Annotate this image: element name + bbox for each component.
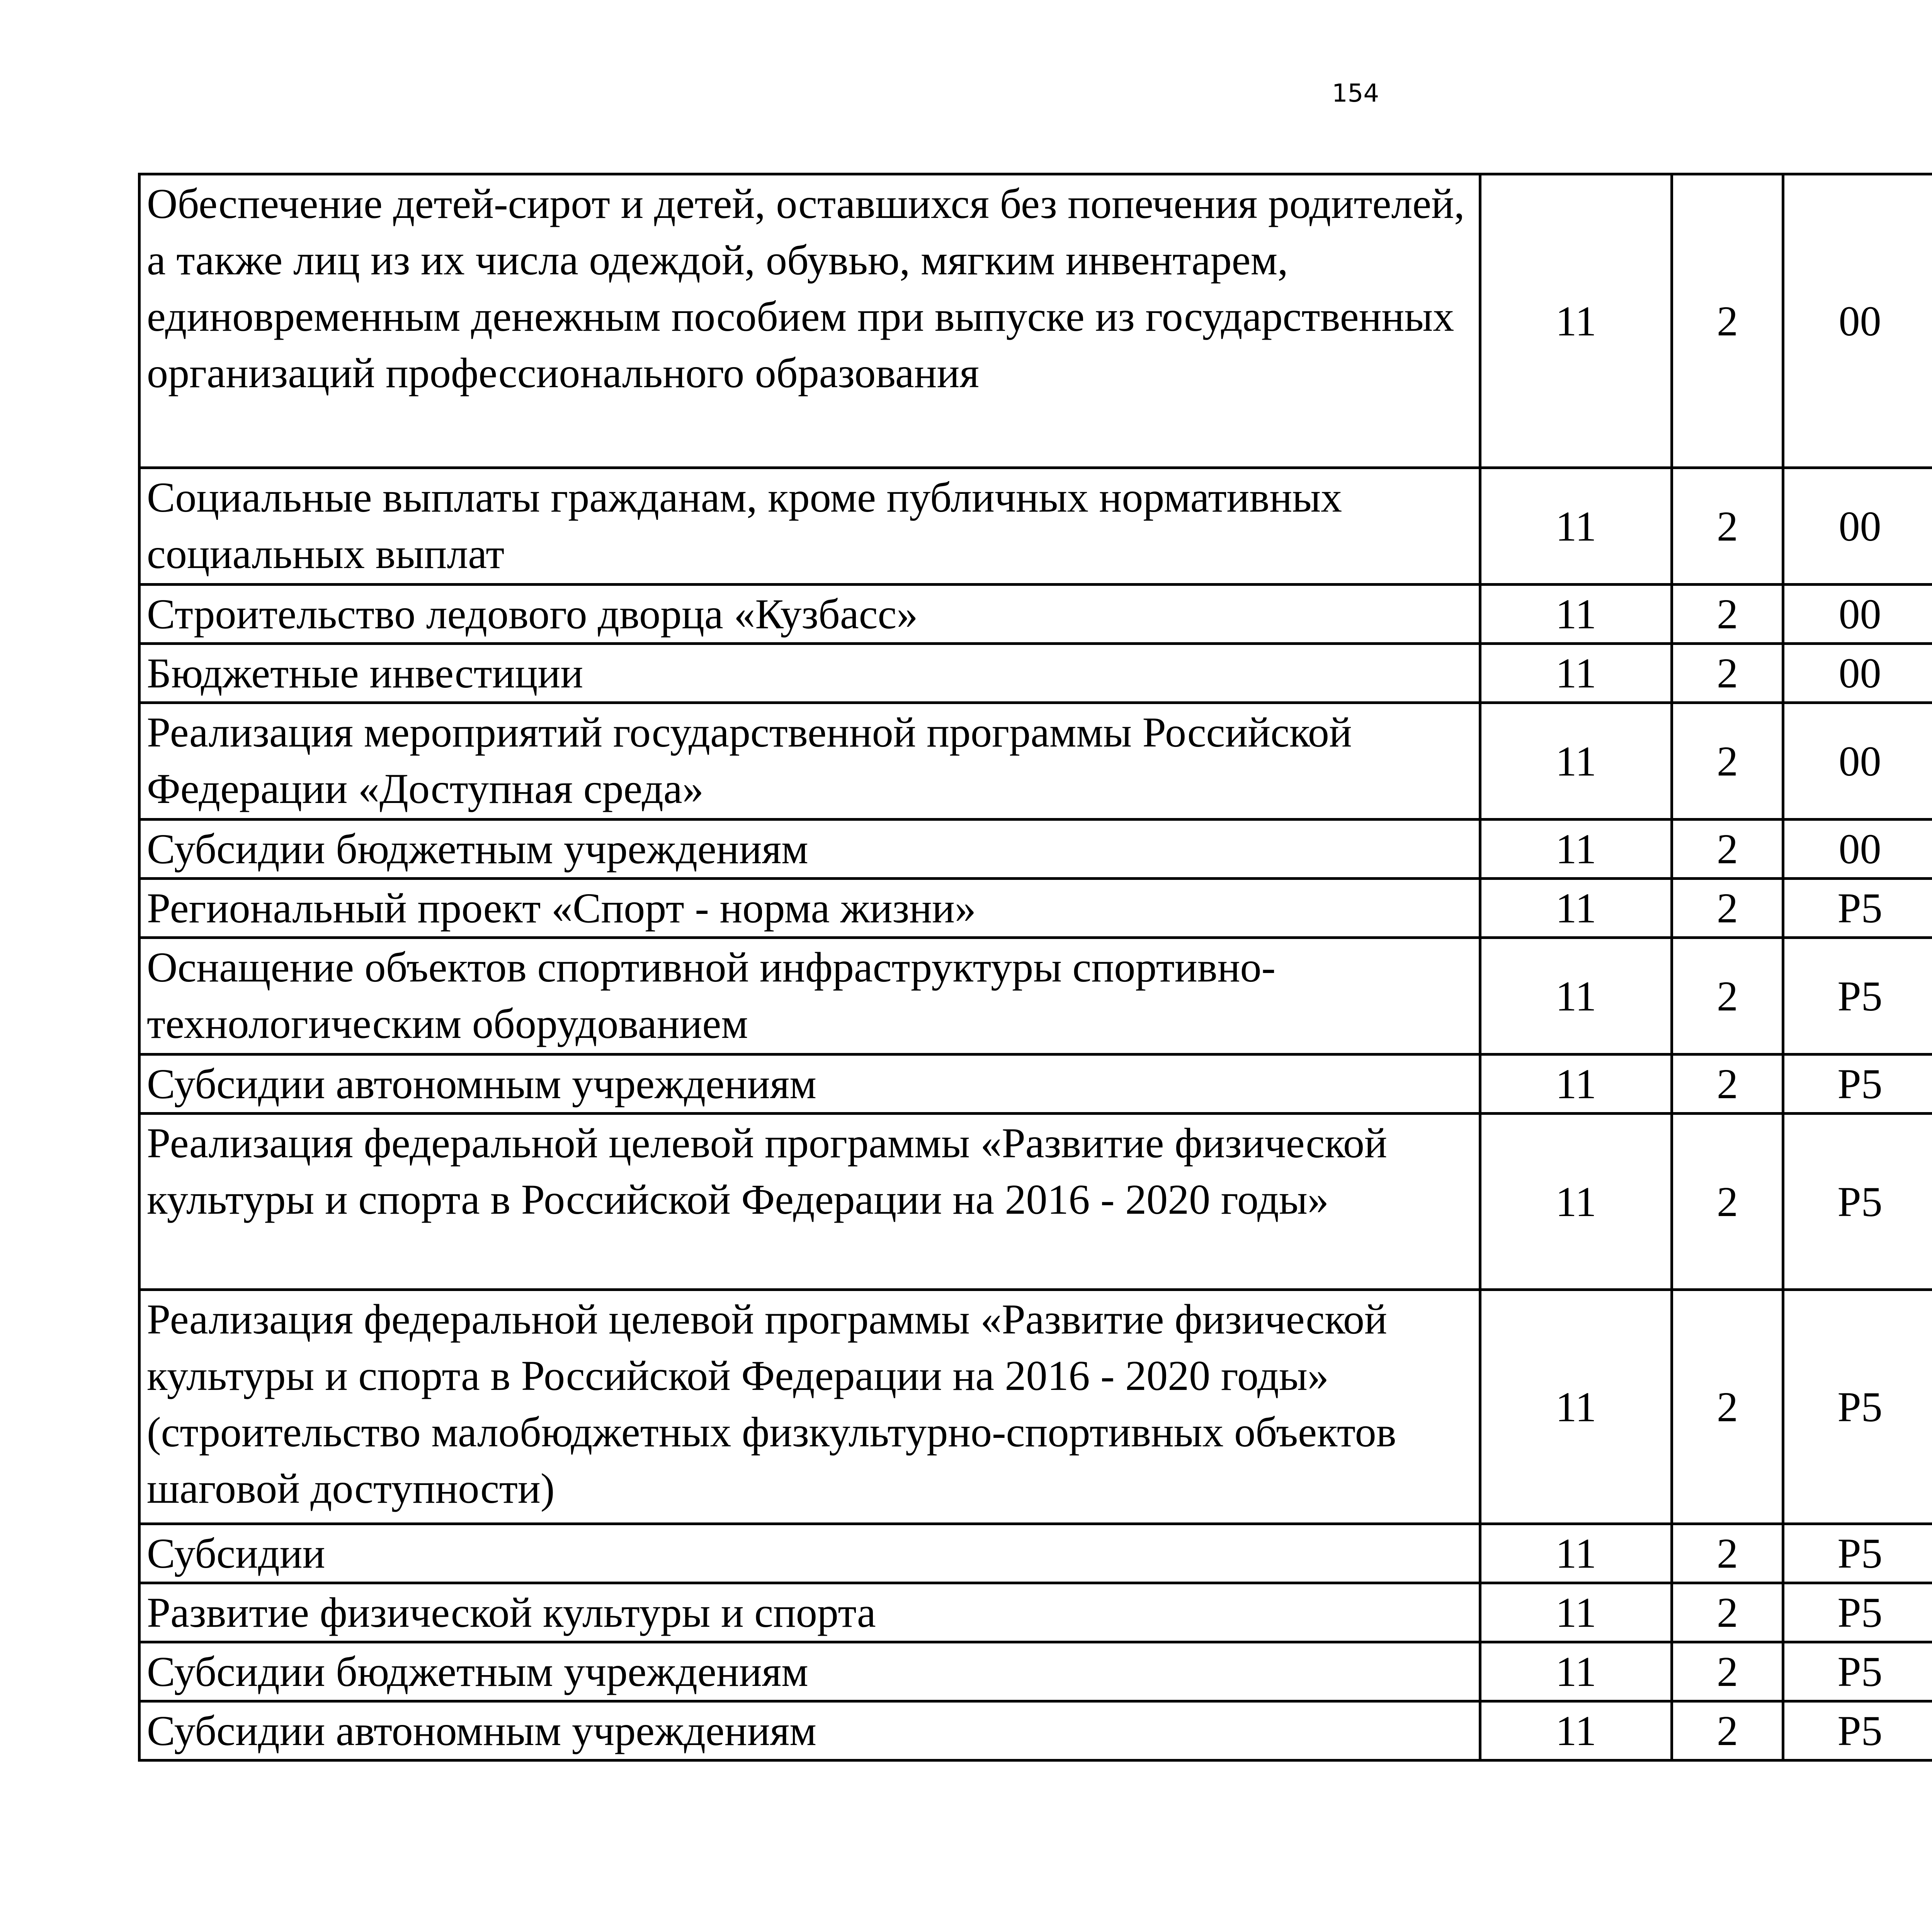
section-code: 11 [1480, 879, 1672, 938]
table-row [139, 1701, 1932, 1761]
subsection-code: 2 [1672, 585, 1783, 644]
section-code: 11 [1480, 1524, 1672, 1583]
subsection-code: 2 [1672, 174, 1783, 468]
program-code: P5 [1783, 1524, 1932, 1583]
program-code: 00 [1783, 468, 1932, 585]
table-row [139, 174, 1932, 468]
section-code: 11 [1480, 938, 1672, 1055]
table-row [139, 879, 1932, 938]
subsection-code: 2 [1672, 938, 1783, 1055]
table-row [139, 1055, 1932, 1114]
program-code: 00 [1783, 820, 1932, 879]
item-name: Реализация мероприятий государственной программы Российской Федерации «Доступная среда» [139, 703, 1480, 820]
table-row [139, 468, 1932, 585]
table-row [139, 1583, 1932, 1642]
section-code: 11 [1480, 644, 1672, 703]
subsection-code: 2 [1672, 703, 1783, 820]
section-code: 11 [1480, 1055, 1672, 1114]
subsection-code: 2 [1672, 1055, 1783, 1114]
table-row [139, 644, 1932, 703]
item-name: Субсидии [139, 1524, 1480, 1583]
section-code: 11 [1480, 1114, 1672, 1290]
item-name: Субсидии автономным учреждениям [139, 1055, 1480, 1114]
subsection-code: 2 [1672, 879, 1783, 938]
section-code: 11 [1480, 1642, 1672, 1701]
item-name: Субсидии бюджетным учреждениям [139, 820, 1480, 879]
section-code: 11 [1480, 174, 1672, 468]
program-code: P5 [1783, 1055, 1932, 1114]
program-code: 00 [1783, 703, 1932, 820]
item-name: Развитие физической культуры и спорта [139, 1583, 1480, 1642]
item-name: Строительство ледового дворца «Кузбасс» [139, 585, 1480, 644]
subsection-code: 2 [1672, 1701, 1783, 1761]
program-code: P5 [1783, 879, 1932, 938]
subsection-code: 2 [1672, 1114, 1783, 1290]
item-name: Социальные выплаты гражданам, кроме публичных нормативных социальных выплат [139, 468, 1480, 585]
section-code: 11 [1480, 585, 1672, 644]
subsection-code: 2 [1672, 1583, 1783, 1642]
table-row [139, 703, 1932, 820]
section-code: 11 [1480, 820, 1672, 879]
subsection-code: 2 [1672, 1642, 1783, 1701]
section-code: 11 [1480, 1701, 1672, 1761]
budget-table [138, 173, 1932, 1762]
section-code: 11 [1480, 703, 1672, 820]
item-name: Субсидии бюджетным учреждениям [139, 1642, 1480, 1701]
item-name: Субсидии автономным учреждениям [139, 1701, 1480, 1761]
section-code: 11 [1480, 1583, 1672, 1642]
subsection-code: 2 [1672, 1290, 1783, 1524]
program-code: P5 [1783, 1701, 1932, 1761]
table-row [139, 585, 1932, 644]
section-code: 11 [1480, 468, 1672, 585]
table-row [139, 938, 1932, 1055]
item-name: Обеспечение детей-сирот и детей, оставшихся без попечения родителей, а также лиц из их числа одеждой, обувью, мягким инвентарем, единовременным денежным пособием при выпуске из государственных организаций профессионального образования [139, 174, 1480, 468]
subsection-code: 2 [1672, 820, 1783, 879]
program-code: P5 [1783, 1290, 1932, 1524]
table-row [139, 1642, 1932, 1701]
item-name: Бюджетные инвестиции [139, 644, 1480, 703]
program-code: 00 [1783, 174, 1932, 468]
subsection-code: 2 [1672, 1524, 1783, 1583]
table-row [139, 1290, 1932, 1524]
item-name: Региональный проект «Спорт - норма жизни» [139, 879, 1480, 938]
item-name: Реализация федеральной целевой программы «Развитие физической культуры и спорта в Российской Федерации на 2016 - 2020 годы» (строительство малобюджетных физкультурно-спортивных объектов шаговой доступности) [139, 1290, 1480, 1524]
program-code: P5 [1783, 1642, 1932, 1701]
program-code: P5 [1783, 1114, 1932, 1290]
page-number: 154 [1332, 79, 1379, 108]
section-code: 11 [1480, 1290, 1672, 1524]
subsection-code: 2 [1672, 644, 1783, 703]
item-name: Оснащение объектов спортивной инфраструктуры спортивно-технологическим оборудованием [139, 938, 1480, 1055]
program-code: 00 [1783, 644, 1932, 703]
program-code: 00 [1783, 585, 1932, 644]
subsection-code: 2 [1672, 468, 1783, 585]
table-row [139, 820, 1932, 879]
table-row [139, 1524, 1932, 1583]
budget-table-body [139, 174, 1932, 1761]
item-name: Реализация федеральной целевой программы «Развитие физической культуры и спорта в Российской Федерации на 2016 - 2020 годы» [139, 1114, 1480, 1290]
program-code: P5 [1783, 938, 1932, 1055]
table-row [139, 1114, 1932, 1290]
program-code: P5 [1783, 1583, 1932, 1642]
